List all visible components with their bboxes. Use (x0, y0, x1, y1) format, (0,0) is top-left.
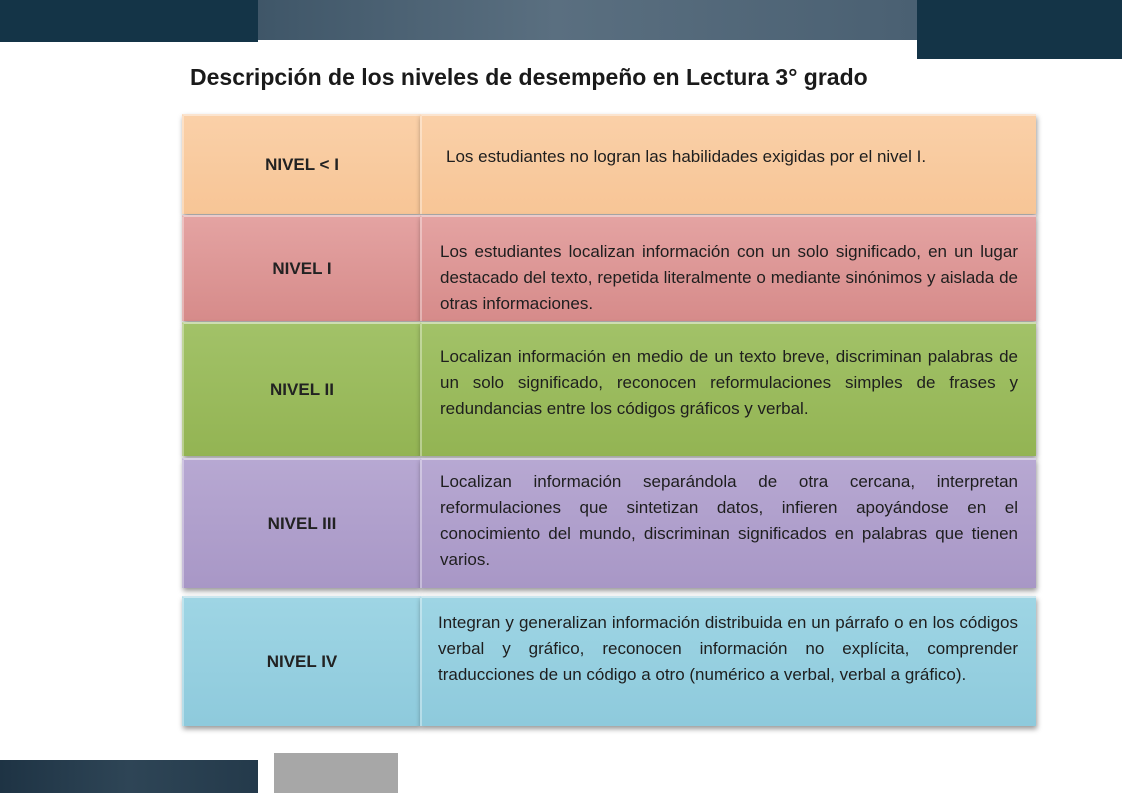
level-description-below-1: Los estudiantes no logran las habilidades exigidas por el nivel I. (420, 114, 1036, 214)
level-label-3: NIVEL III (182, 458, 420, 588)
level-label-below-1: NIVEL < I (182, 114, 420, 214)
level-label-2: NIVEL II (182, 322, 420, 456)
header-bar-left (0, 0, 258, 42)
header-bar-right (917, 0, 1122, 59)
footer-bar-left (0, 760, 258, 793)
header-bar-center (258, 0, 918, 40)
slide-title: Descripción de los niveles de desempeño en Lectura 3° grado (190, 64, 868, 90)
level-description-2: Localizan información en medio de un texto breve, discriminan palabras de un solo significado, reconocen reformulaciones simples de frases y redundancias entre los códigos gráficos y verbal. (420, 322, 1036, 456)
footer-bar-gray (274, 753, 398, 793)
level-description-3: Localizan información separándola de otra cercana, interpretan reformulaciones que sintetizan datos, infieren apoyándose en el conocimiento del mundo, discriminan significados en palabras que tienen varios. (420, 458, 1036, 588)
level-label-1: NIVEL I (182, 215, 420, 321)
level-description-1: Los estudiantes localizan información con un solo significado, en un lugar destacado del texto, repetida literalmente o mediante sinónimos y aislada de otras informaciones. (420, 215, 1036, 321)
level-label-4: NIVEL IV (182, 596, 420, 726)
level-description-4: Integran y generalizan información distribuida en un párrafo o en los códigos verbal y gráfico, reconocen información no explícita, comprender traducciones de un código a otro (numérico a verbal, verbal a gráfico). (420, 596, 1036, 726)
